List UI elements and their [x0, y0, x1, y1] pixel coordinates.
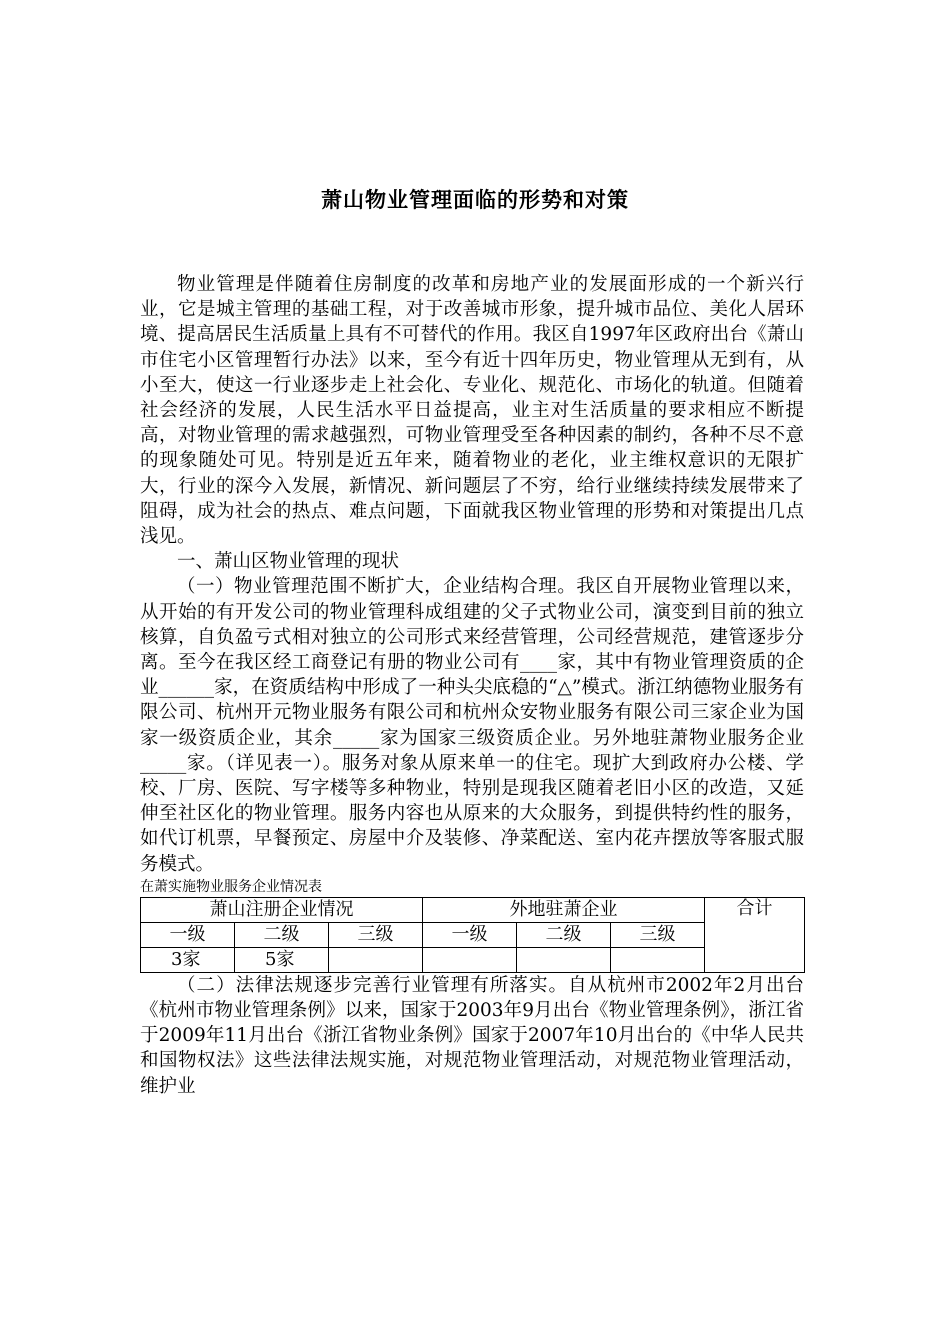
table-header-local: 萧山注册企业情况: [141, 897, 423, 922]
table-level-cell: 三级: [611, 922, 705, 947]
table-header-external: 外地驻萧企业: [423, 897, 705, 922]
table-header-row: [141, 897, 805, 922]
table-header-total: 合计: [705, 897, 805, 972]
document-body: [140, 272, 804, 1099]
table-level-cell: 一级: [423, 922, 517, 947]
table-cell: [611, 947, 705, 972]
enterprise-table: [140, 897, 805, 973]
table-cell: [329, 947, 423, 972]
table-cell: 3家: [141, 947, 235, 972]
table-level-cell: 二级: [517, 922, 611, 947]
table-cell: [423, 947, 517, 972]
table-caption: 在萧实施物业服务企业情况表: [140, 878, 322, 895]
paragraph-scope: （一）物业管理范围不断扩大，企业结构合理。我区自开展物业管理以来，从开始的有开发公司的物业管理科成组建的父子式物业公司，演变到目前的独立核算，自负盈亏式相对独立的公司形式来经营管理，公司经营规范，建管逐步分离。至今在我区经工商登记有册的物业公司有____家，其中有物业管理资质的企业______家，在资质结构中形成了一种头尖底稳的“△”模式。浙江纳德物业服务有限公司、杭州开元物业服务有限公司和杭州众安物业服务有限公司三家企业为国家一级资质企业，其余_____家为国家三级资质企业。另外地驻萧物业服务企业_____家。（详见表一）。服务对象从原来单一的住宅。现扩大到政府办公楼、学校、厂房、医院、写字楼等多种物业，特别是现我区随着老旧小区的改造，又延伸至社区化的物业管理。服务内容也从原来的大众服务，到提供特约性的服务，如代订机票，早餐预定、房屋中介及装修、净菜配送、室内花卉摆放等客服式服务模式。: [140, 576, 804, 875]
table-level-cell: 一级: [141, 922, 235, 947]
paragraph-intro: 物业管理是伴随着住房制度的改革和房地产业的发展面形成的一个新兴行业，它是城主管理的基础工程，对于改善城市形象，提升城市品位、美化人居环境、提高居民生活质量上具有不可替代的作用。我区自1997年区政府出台《萧山市住宅小区管理暂行办法》以来，至今有近十四年历史，物业管理从无到有，从小至大，使这一行业逐步走上社会化、专业化、规范化、市场化的轨道。但随着社会经济的发展，人民生活水平日益提高，业主对生活质量的要求相应不断提高，对物业管理的需求越强烈，可物业管理受至各种因素的制约，各种不尽不意的现象随处可见。特别是近五年来，随着物业的老化，业主维权意识的无限扩大，行业的深今入发展，新情况、新问题层了不穷，给行业继续持续发展带来了阻碍，成为社会的热点、难点问题，下面就我区物业管理的形势和对策提出几点浅见。: [140, 274, 804, 548]
document-title: 萧山物业管理面临的形势和对策: [321, 187, 629, 212]
section-heading: 一、萧山区物业管理的现状: [177, 551, 400, 573]
paragraph-laws: （二）法律法规逐步完善行业管理有所落实。自从杭州市2002年2月出台《杭州市物业管理条例》以来，国家于2003年9月出台《物业管理条例》，浙江省于2009年11月出台《浙江省物业条例》国家于2007年10月出台的《中华人民共和国物权法》这些法律法规实施，对规范物业管理活动，对规范物业管理活动，维护业: [140, 974, 804, 1097]
table-level-cell: 二级: [235, 922, 329, 947]
table-level-cell: 三级: [329, 922, 423, 947]
table-cell: 5家: [235, 947, 329, 972]
table-cell: [517, 947, 611, 972]
